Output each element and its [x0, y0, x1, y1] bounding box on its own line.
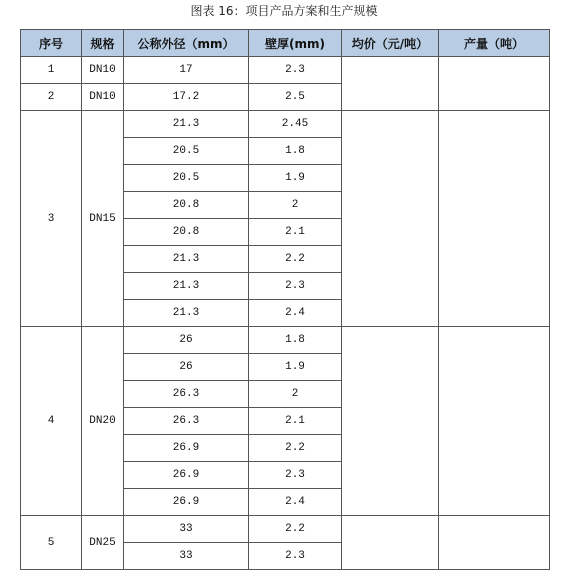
cell-wall-thickness: 2.45 [249, 111, 342, 138]
cell-wall-thickness: 2 [249, 381, 342, 408]
cell-no: 2 [21, 84, 82, 111]
cell-wall-thickness: 2.2 [249, 435, 342, 462]
cell-no: 4 [21, 327, 82, 516]
cell-no: 5 [21, 516, 82, 570]
cell-wall-thickness: 2.3 [249, 273, 342, 300]
cell-wall-thickness: 1.9 [249, 165, 342, 192]
cell-outer-diameter: 26.9 [124, 435, 249, 462]
cell-wall-thickness: 2 [249, 192, 342, 219]
cell-outer-diameter: 20.8 [124, 219, 249, 246]
table-row [21, 111, 550, 138]
cell-wall-thickness: 2.4 [249, 489, 342, 516]
cell-wall-thickness: 1.8 [249, 138, 342, 165]
header-row [21, 30, 550, 57]
cell-wall-thickness: 2.3 [249, 462, 342, 489]
cell-no: 1 [21, 57, 82, 84]
table-caption: 图表 16：项目产品方案和生产规模 [190, 4, 378, 18]
cell-wall-thickness: 2.3 [249, 57, 342, 84]
cell-spec: DN15 [82, 111, 124, 327]
table-row [21, 57, 550, 84]
cell-outer-diameter: 20.8 [124, 192, 249, 219]
cell-output [439, 111, 550, 327]
cell-wall-thickness: 2.4 [249, 300, 342, 327]
cell-outer-diameter: 26.9 [124, 462, 249, 489]
cell-spec: DN10 [82, 57, 124, 84]
cell-avg-price [342, 327, 439, 516]
cell-output [439, 327, 550, 516]
table-row [21, 327, 550, 354]
cell-spec: DN20 [82, 327, 124, 516]
header-avg-price: 均价（元/吨） [342, 30, 439, 57]
cell-wall-thickness: 2.1 [249, 408, 342, 435]
cell-avg-price [342, 57, 439, 111]
cell-wall-thickness: 2.1 [249, 219, 342, 246]
cell-outer-diameter: 33 [124, 516, 249, 543]
cell-outer-diameter: 26 [124, 354, 249, 381]
table-body [21, 57, 550, 570]
cell-wall-thickness: 1.8 [249, 327, 342, 354]
header-spec: 规格 [82, 30, 124, 57]
cell-outer-diameter: 21.3 [124, 246, 249, 273]
cell-avg-price [342, 111, 439, 327]
cell-outer-diameter: 20.5 [124, 165, 249, 192]
header-no: 序号 [21, 30, 82, 57]
cell-outer-diameter: 21.3 [124, 111, 249, 138]
cell-wall-thickness: 2.2 [249, 516, 342, 543]
cell-outer-diameter: 26.3 [124, 381, 249, 408]
cell-outer-diameter: 20.5 [124, 138, 249, 165]
cell-outer-diameter: 17 [124, 57, 249, 84]
cell-spec: DN10 [82, 84, 124, 111]
cell-outer-diameter: 33 [124, 543, 249, 570]
cell-output [439, 516, 550, 570]
table-row [21, 516, 550, 543]
cell-wall-thickness: 2.3 [249, 543, 342, 570]
header-wall-thickness: 壁厚(mm) [249, 30, 342, 57]
cell-wall-thickness: 2.2 [249, 246, 342, 273]
cell-wall-thickness: 2.5 [249, 84, 342, 111]
cell-wall-thickness: 1.9 [249, 354, 342, 381]
cell-outer-diameter: 21.3 [124, 273, 249, 300]
cell-avg-price [342, 516, 439, 570]
product-table [20, 29, 550, 570]
cell-outer-diameter: 26 [124, 327, 249, 354]
cell-outer-diameter: 26.3 [124, 408, 249, 435]
header-outer-diameter: 公称外径（mm） [124, 30, 249, 57]
cell-output [439, 57, 550, 111]
cell-outer-diameter: 21.3 [124, 300, 249, 327]
cell-no: 3 [21, 111, 82, 327]
cell-spec: DN25 [82, 516, 124, 570]
header-output: 产量（吨） [439, 30, 550, 57]
cell-outer-diameter: 17.2 [124, 84, 249, 111]
cell-outer-diameter: 26.9 [124, 489, 249, 516]
